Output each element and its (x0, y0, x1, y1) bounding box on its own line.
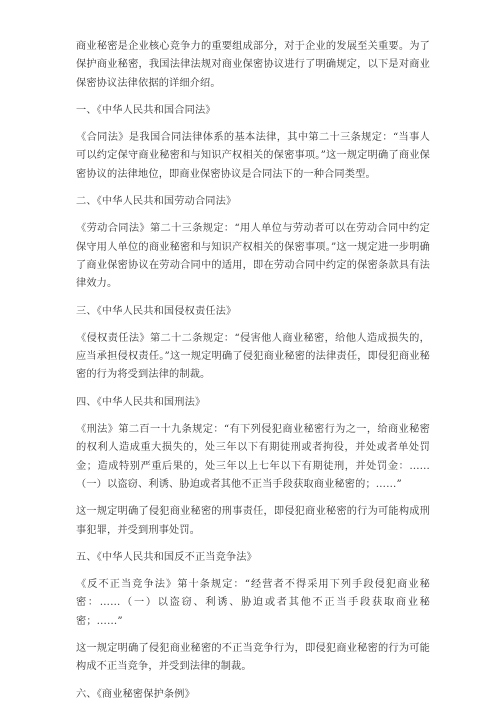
section-2-paragraph-1: 《劳动合同法》第二十三条规定：“用人单位与劳动者可以在劳动合同中约定保守用人单位的商业秘密和与知识产权相关的保密事项。”这一规定进一步明确了商业保密协议在劳动合同中的适用，即在劳动合同中约定的保密条款具有法律效力。 (76, 223, 430, 290)
section-heading-3: 三、《中华人民共和国侵权责任法》 (76, 305, 237, 317)
section-3-paragraph-1: 《侵权责任法》第二十二条规定：“侵害他人商业秘密，给他人造成损失的，应当承担侵权责任。”这一规定明确了侵犯商业秘密的法律责任，即侵犯商业秘密的行为将受到法律的制裁。 (76, 332, 430, 381)
section-heading-2: 二、《中华人民共和国劳动合同法》 (76, 196, 237, 208)
document-page (76, 38, 430, 704)
section-4-paragraph-2: 这一规定明确了侵犯商业秘密的刑事责任，即侵犯商业秘密的行为可能构成刑事犯罪，并受到刑事处罚。 (76, 506, 430, 536)
section-1-paragraph-1: 《合同法》是我国合同法律体系的基本法律，其中第二十三条规定：“当事人可以约定保守商业秘密和与知识产权相关的保密事项。”这一规定明确了商业保密协议的法律地位，即商业保密协议是合同法下的一种合同类型。 (76, 132, 430, 180)
section-heading-1: 一、《中华人民共和国合同法》 (76, 104, 216, 116)
section-heading-4: 四、《中华人民共和国刑法》 (76, 396, 206, 408)
section-4-paragraph-1: 《刑法》第二百一十九条规定：“有下列侵犯商业秘密行为之一，给商业秘密的权利人造成重大损失的，处三年以下有期徒刑或者拘役，并处或者单处罚金；造成特别严重后果的，处三年以上七年以下有期徒刑，并处罚金：……（一）以盗窃、利诱、胁迫或者其他不正当手段获取商业秘密的；……” (76, 424, 430, 490)
section-heading-6: 六、《商业秘密保护条例》 (76, 688, 195, 700)
section-5-paragraph-1: 《反不正当竞争法》第十条规定：“经营者不得采用下列手段侵犯商业秘密：……（一）以盗窃、利诱、胁迫或者其他不正当手段获取商业秘密；……” (76, 579, 430, 627)
intro-paragraph: 商业秘密是企业核心竞争力的重要组成部分，对于企业的发展至关重要。为了保护商业秘密，我国法律法规对商业保密协议进行了明确规定，以下是对商业保密协议法律依据的详细介绍。 (76, 41, 430, 89)
section-heading-5: 五、《中华人民共和国反不正当竞争法》 (76, 551, 257, 563)
section-5-paragraph-2: 这一规定明确了侵犯商业秘密的不正当竞争行为，即侵犯商业秘密的行为可能构成不正当竞争，并受到法律的制裁。 (76, 643, 430, 673)
